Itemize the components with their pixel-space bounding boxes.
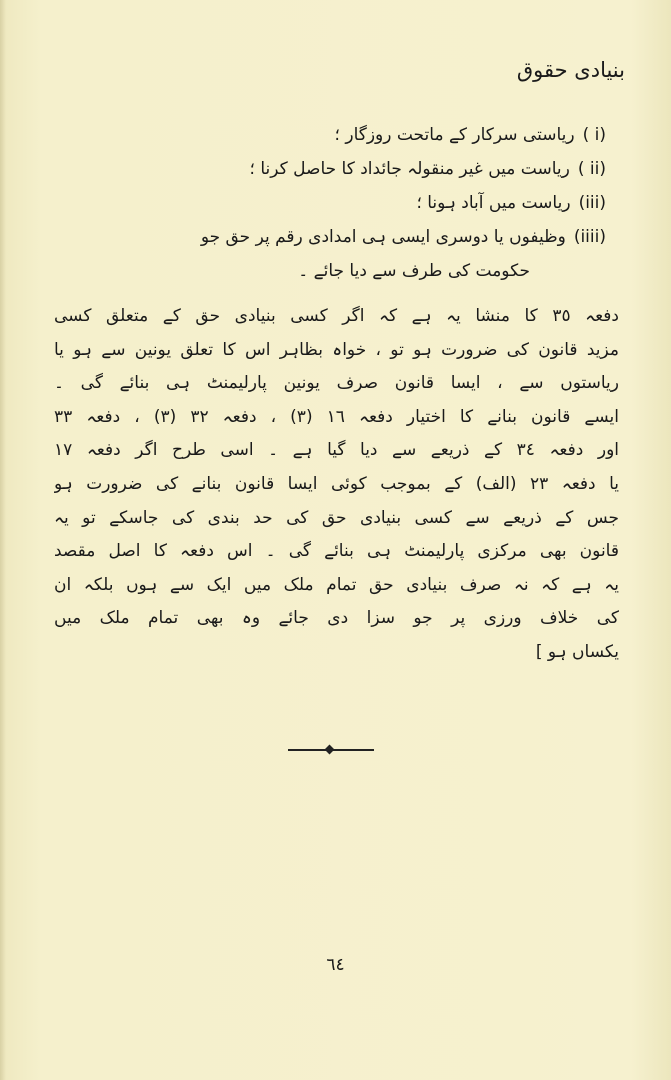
- list-item-number: ( i): [582, 125, 606, 145]
- list-item: [86, 152, 606, 186]
- paragraph-line: کی خلاف ورزی پر جو سزا دی جائے وہ بھی تمام ملک میں: [54, 608, 619, 629]
- page-edge-shadow: [0, 0, 6, 1080]
- section-divider-ornament: [288, 747, 374, 753]
- paragraph-line: یہ ہے کہ نہ صرف بنیادی حق تمام ملک میں ایک سے ہوں بلکہ ان: [54, 574, 619, 595]
- paragraph-line: یا دفعہ ٢٣ (الف) کے بموجب کوئی ایسا قانون بنانے کی ضرورت ہو: [54, 473, 619, 494]
- paragraph-line: یکساں ہو ]: [535, 641, 619, 662]
- paragraph-line: ریاستوں سے ، ایسا قانون صرف یونین پارلیمنٹ ہی بنائے گی ۔: [54, 373, 619, 394]
- paragraph-line: جس کے ذریعے سے کسی بنیادی حق کی حد بندی کی جاسکے تو یہ: [54, 507, 619, 528]
- list-item-text: ریاستی سرکار کے ماتحت روزگار ؛: [334, 125, 575, 145]
- list-item: [86, 220, 606, 254]
- rights-list: [86, 118, 606, 288]
- page-number: ٦٤: [326, 955, 345, 975]
- list-item-text: ریاست میں غیر منقولہ جائداد کا حاصل کرنا ؛: [249, 159, 570, 179]
- list-item-number: ( ii): [577, 159, 606, 179]
- list-item-number: (iii): [578, 193, 606, 213]
- body-paragraph: [54, 300, 619, 670]
- paragraph-line: قانون بھی مرکزی پارلیمنٹ ہی بنائے گی ۔ اس دفعہ کا اصل مقصد: [54, 541, 619, 562]
- list-item: [86, 118, 606, 152]
- paragraph-line: اور دفعہ ٣٤ کے ذریعے سے دیا گیا ہے ۔ اسی طرح اگر دفعہ ١٧: [54, 440, 619, 461]
- list-item-continuation: حکومت کی طرف سے دیا جائے ۔: [298, 261, 530, 281]
- running-header: بنیادی حقوق: [516, 58, 625, 82]
- paragraph-line: دفعہ ٣٥ کا منشا یہ ہے کہ اگر کسی بنیادی حق کے متعلق کسی: [54, 306, 619, 326]
- list-item: [86, 186, 606, 220]
- list-item-number: (iiii): [573, 227, 606, 247]
- paragraph-line: ایسے قانون بنانے کا اختیار دفعہ ١٦ (٣) ، دفعہ ٣٢ (٣) ، دفعہ ٣٣: [54, 406, 619, 427]
- list-item-text: وظیفوں یا دوسری ایسی ہی امدادی رقم پر حق جو: [200, 227, 566, 247]
- paragraph-line: مزید قانون کی ضرورت ہو تو ، خواہ بظاہر اس کا تعلق یونین سے ہو یا: [54, 339, 619, 360]
- divider-diamond-icon: [325, 745, 335, 755]
- list-item-text: ریاست میں آباد ہونا ؛: [416, 193, 571, 213]
